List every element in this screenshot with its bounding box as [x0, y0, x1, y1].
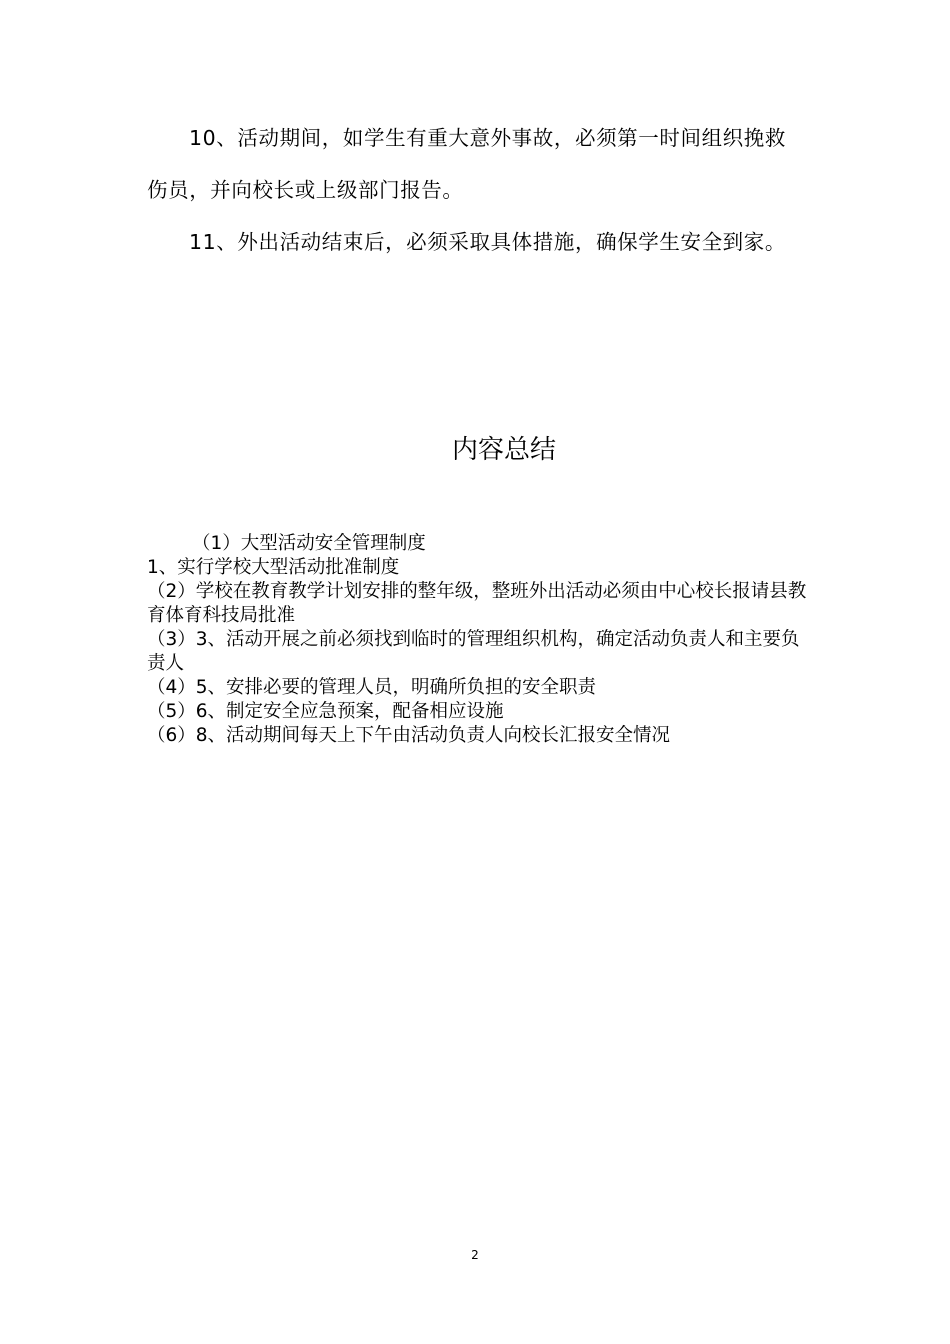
summary-line: （2）学校在教育教学计划安排的整年级，整班外出活动必须由中心校长报请县教育体育科技局批准	[147, 581, 807, 626]
summary-line: （1）大型活动安全管理制度	[192, 533, 426, 554]
body-paragraph-10: 10、活动期间，如学生有重大意外事故，必须第一时间组织挽救伤员，并向校长或上级部门报告。	[147, 126, 786, 202]
summary-line: （5）6、制定安全应急预案，配备相应设施	[147, 701, 504, 722]
page-number: 2	[471, 1248, 479, 1262]
summary-line: （4）5、安排必要的管理人员，明确所负担的安全职责	[147, 677, 597, 698]
body-paragraph-11: 11、外出活动结束后，必须采取具体措施，确保学生安全到家。	[189, 230, 786, 254]
summary-title: 内容总结	[451, 435, 556, 465]
summary-line: （3）3、活动开展之前必须找到临时的管理组织机构，确定活动负责人和主要负责人	[147, 629, 800, 674]
summary-line: （6）8、活动期间每天上下午由活动负责人向校长汇报安全情况	[147, 725, 671, 746]
summary-line: 1、实行学校大型活动批准制度	[147, 557, 400, 578]
summary-list	[147, 532, 817, 748]
